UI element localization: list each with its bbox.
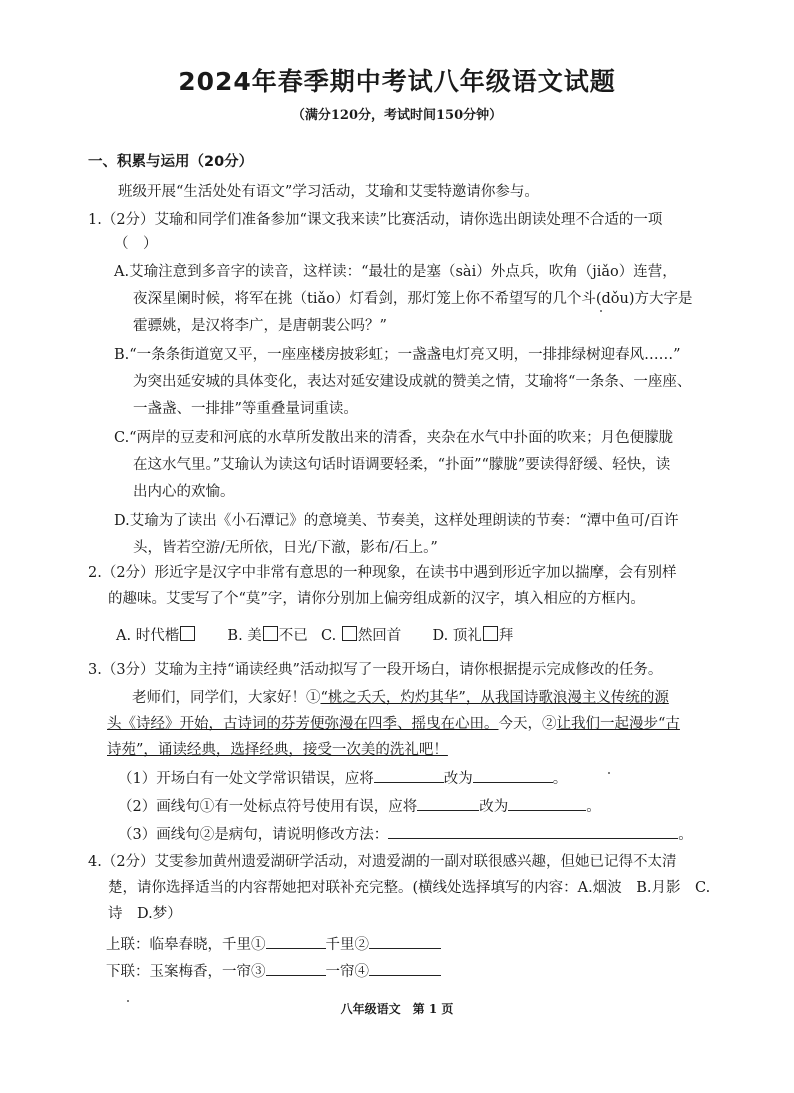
q3-sub3: （3）画线句②是病句，请说明修改方法： 。 <box>118 824 693 845</box>
q3-passage: 老师们，同学们，大家好！①“桃之夭夭，灼灼其华”，从我国诗歌浪漫主义传统的源 <box>132 690 669 706</box>
scan-speck <box>600 310 602 312</box>
answer-box[interactable] <box>342 626 357 641</box>
q1-option-b-cont: 为突出延安城的具体变化，表达对延安建设成就的赞美之情，艾瑜将“一条条、一座座、 <box>133 374 692 390</box>
q1-option-c-cont: 出内心的欢愉。 <box>133 484 235 500</box>
q2-option-c: C. 然回首 <box>321 628 402 644</box>
answer-blank[interactable] <box>369 961 441 976</box>
page-title: 2024年春季期中考试八年级语文试题 <box>178 67 616 96</box>
q1-answer-paren: （ ） <box>114 236 158 252</box>
q3-sub2: （2）画线句①有一处标点符号使用有误，应将 改为 。 <box>118 796 601 817</box>
scan-speck <box>608 772 610 774</box>
q1-option-c: C.“两岸的豆麦和河底的水草所发散出来的清香，夹杂在水气中扑面的吹来；月色便朦胧 <box>114 430 674 446</box>
q3-stem: 3.（3分）艾瑜为主持“诵读经典”活动拟写了一段开场白，请你根据提示完成修改的任务。 <box>88 662 663 678</box>
q4-stem-cont: 诗 D.梦） <box>108 906 182 922</box>
page-footer: 八年级语文 第 1 页 <box>340 1002 454 1016</box>
q1-option-a: A.艾瑜注意到多音字的读音，这样读：“最壮的是塞（sài）外点兵，吹角（jiǎo）连营， <box>114 264 677 280</box>
answer-box[interactable] <box>483 626 498 641</box>
answer-blank[interactable] <box>374 768 444 783</box>
answer-box[interactable] <box>263 626 278 641</box>
q1-option-c-cont: 在这水气里。”艾瑜认为读这句话时语调要轻柔，“扑面”“朦胧”要读得舒缓、轻快，读 <box>133 457 671 473</box>
q1-stem: 1.（2分）艾瑜和同学们准备参加“课文我来读”比赛活动，请你选出朗读处理不合适的一项 <box>88 212 663 228</box>
q3-passage-cont: 头《诗经》开始，古诗词的芬芳便弥漫在四季、摇曳在心田。今天，②让我们一起漫步“古 <box>107 716 680 732</box>
q2-option-d: D. 顶礼 拜 <box>432 628 514 644</box>
scan-speck <box>127 1000 129 1002</box>
q4-stem-cont: 楚，请你选择适当的内容帮她把对联补充完整。(横线处选择填写的内容：A.烟波 B.月影 C. <box>108 880 711 896</box>
q1-option-b-cont: 一盏盏、一排排”等重叠量词重读。 <box>133 401 358 417</box>
q1-option-a-cont: 夜深星阑时候，将军在挑（tiǎo）灯看剑，那灯笼上你不希望写的几个斗(dǒu)方大字是 <box>133 291 693 307</box>
couplet-lower: 下联：玉案梅香，一帘③ 一帘④ <box>106 961 441 982</box>
answer-blank[interactable] <box>473 768 553 783</box>
section-intro: 班级开展“生活处处有语文”学习活动，艾瑜和艾雯特邀请你参与。 <box>118 184 539 200</box>
section-heading: 一、积累与运用（20分） <box>88 154 254 170</box>
q1-option-d-cont: 头，皆若空游/无所依，日光/下澈，影布/石上。” <box>133 540 438 556</box>
answer-blank[interactable] <box>508 796 586 811</box>
q2-options <box>116 626 513 646</box>
answer-blank[interactable] <box>266 934 326 949</box>
q3-sub1: （1）开场白有一处文学常识错误，应将 改为 。 <box>118 768 567 789</box>
underlined-sentence-2: 让我们一起漫步“古 <box>556 716 680 732</box>
q1-option-d: D.艾瑜为了读出《小石潭记》的意境美、节奏美，这样处理朗读的节奏：“潭中鱼可/百许 <box>114 513 679 529</box>
q3-passage-cont: 诗苑”，诵读经典，选择经典，接受一次美的洗礼吧！ <box>107 742 448 758</box>
underlined-sentence-1: “桃之夭夭，灼灼其华”，从我国诗歌浪漫主义传统的源 <box>320 690 669 706</box>
q2-option-b: B. 美 不已 <box>227 628 308 644</box>
q1-option-b: B.“一条条街道宽又平，一座座楼房披彩虹；一盏盏电灯亮又明，一排排绿树迎春风……” <box>114 347 681 363</box>
q2-stem: 2.（2分）形近字是汉字中非常有意思的一种现象，在读书中遇到形近字加以揣摩，会有别样 <box>88 565 677 581</box>
answer-blank[interactable] <box>369 934 441 949</box>
answer-blank[interactable] <box>417 796 479 811</box>
page-subtitle: （满分120分，考试时间150分钟） <box>291 108 503 123</box>
answer-blank[interactable] <box>266 961 326 976</box>
q2-option-a: A. 时代楷 <box>116 628 196 644</box>
answer-box[interactable] <box>180 626 195 641</box>
answer-blank[interactable] <box>388 824 678 839</box>
q2-stem-cont: 的趣味。艾雯写了个“莫”字，请你分别加上偏旁组成新的汉字，填入相应的方框内。 <box>108 591 645 607</box>
q4-stem: 4.（2分）艾雯参加黄州遗爱湖研学活动，对遗爱湖的一副对联很感兴趣，但她已记得不太清 <box>88 854 677 870</box>
couplet-upper: 上联：临皋春晓，千里① 千里② <box>106 934 441 955</box>
q1-option-a-cont: 霍骠姚，是汉将李广，是唐朝裴公吗？” <box>133 318 387 334</box>
